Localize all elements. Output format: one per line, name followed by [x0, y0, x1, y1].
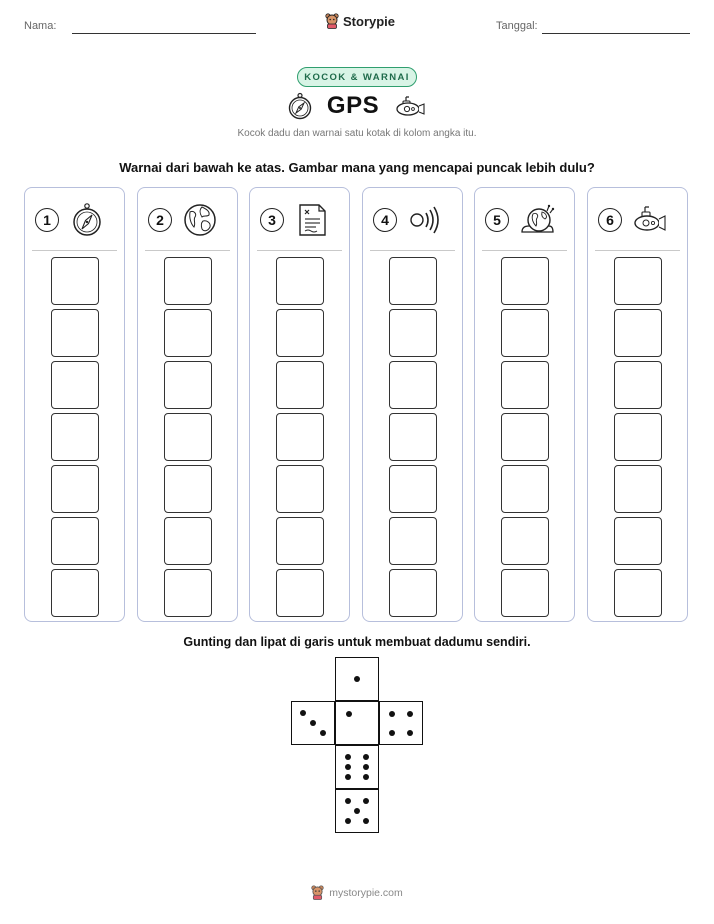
question: Warnai dari bawah ke atas. Gambar mana yang mencapai puncak lebih dulu?: [119, 160, 595, 175]
color-cell[interactable]: [276, 257, 324, 305]
snail-globe-icon: [519, 202, 555, 238]
color-cell[interactable]: [501, 517, 549, 565]
dice-pip: [345, 764, 351, 770]
color-cell[interactable]: [276, 517, 324, 565]
color-cell[interactable]: [389, 361, 437, 409]
color-cell[interactable]: [276, 413, 324, 461]
date-label: Tanggal:: [496, 20, 538, 32]
color-cell[interactable]: [614, 569, 662, 617]
footer: [0, 885, 714, 900]
dice-pip: [310, 720, 316, 726]
dice-pip: [363, 754, 369, 760]
color-cell[interactable]: [51, 309, 99, 357]
column-divider: [595, 250, 680, 251]
color-cell[interactable]: [164, 413, 212, 461]
color-cell[interactable]: [501, 465, 549, 513]
dice-pip: [363, 764, 369, 770]
color-cell[interactable]: [164, 569, 212, 617]
column-header: [148, 202, 231, 238]
column-header: [373, 202, 456, 238]
color-cell[interactable]: [614, 361, 662, 409]
color-cell[interactable]: [276, 465, 324, 513]
dice-pip: [345, 754, 351, 760]
color-cell[interactable]: [614, 309, 662, 357]
color-cell[interactable]: [51, 257, 99, 305]
submarine-icon: [632, 202, 668, 238]
bear-mascot-icon: [311, 885, 324, 900]
map-document-icon: [294, 202, 330, 238]
column-header: [598, 202, 681, 238]
dice-pip: [345, 798, 351, 804]
cell-stack: [389, 257, 437, 621]
dice-pip: [389, 711, 395, 717]
brand-logo: [325, 13, 395, 29]
dice-pip: [389, 730, 395, 736]
cell-stack: [614, 257, 662, 621]
color-cell[interactable]: [501, 361, 549, 409]
dice-pip: [320, 730, 326, 736]
dice-pip: [354, 808, 360, 814]
dice-face-3: [291, 701, 335, 745]
name-line: [72, 33, 256, 34]
compass-icon: [69, 202, 105, 238]
column-divider: [257, 250, 342, 251]
dice-face-5: [335, 789, 379, 833]
column-3: [249, 187, 350, 622]
column-header: [260, 202, 343, 238]
column-5: [474, 187, 575, 622]
dice-pip: [407, 730, 413, 736]
column-2: [137, 187, 238, 622]
color-cell[interactable]: [51, 569, 99, 617]
dice-pip: [345, 774, 351, 780]
color-cell[interactable]: [164, 517, 212, 565]
column-divider: [32, 250, 117, 251]
color-cell[interactable]: [389, 517, 437, 565]
color-cell[interactable]: [501, 257, 549, 305]
dice-face-6: [335, 745, 379, 789]
color-cell[interactable]: [51, 413, 99, 461]
color-cell[interactable]: [164, 257, 212, 305]
color-cell[interactable]: [51, 361, 99, 409]
column-number: 4: [373, 208, 397, 232]
bear-mascot-icon: [325, 13, 339, 29]
page-title: GPS: [326, 92, 380, 119]
column-header: [485, 202, 568, 238]
dice-pip: [346, 711, 352, 717]
dice-face-1: [335, 701, 379, 745]
color-cell[interactable]: [614, 413, 662, 461]
submarine-icon: [393, 94, 427, 118]
color-cell[interactable]: [276, 361, 324, 409]
color-cell[interactable]: [51, 517, 99, 565]
color-cell[interactable]: [164, 361, 212, 409]
dice-pip: [407, 711, 413, 717]
column-4: [362, 187, 463, 622]
dice-pip: [363, 818, 369, 824]
subtitle: Kocok dadu dan warnai satu kotak di kolom angka itu.: [237, 128, 477, 139]
dice-pip: [354, 676, 360, 682]
color-cell[interactable]: [164, 465, 212, 513]
globe-icon: [182, 202, 218, 238]
color-cell[interactable]: [276, 309, 324, 357]
color-cell[interactable]: [389, 465, 437, 513]
column-number: 6: [598, 208, 622, 232]
column-number: 2: [148, 208, 172, 232]
color-cell[interactable]: [389, 569, 437, 617]
cell-stack: [51, 257, 99, 621]
cell-stack: [501, 257, 549, 621]
cell-stack: [276, 257, 324, 621]
dice-pip: [363, 774, 369, 780]
color-cell[interactable]: [614, 465, 662, 513]
column-number: 3: [260, 208, 284, 232]
color-cell[interactable]: [389, 309, 437, 357]
color-cell[interactable]: [501, 569, 549, 617]
activity-badge: KOCOK & WARNAI: [297, 67, 417, 87]
dice-pip: [345, 818, 351, 824]
column-1: [24, 187, 125, 622]
column-header: [35, 202, 118, 238]
column-divider: [370, 250, 455, 251]
dice-face-1: [335, 657, 379, 701]
name-label: Nama:: [24, 20, 57, 32]
color-cell[interactable]: [389, 257, 437, 305]
compass-icon: [287, 92, 313, 120]
column-number: 1: [35, 208, 59, 232]
cut-instruction: Gunting dan lipat di garis untuk membuat dadumu sendiri.: [183, 635, 531, 649]
color-cell[interactable]: [501, 413, 549, 461]
cell-stack: [164, 257, 212, 621]
dice-face-4: [379, 701, 423, 745]
signal-waves-icon: [407, 202, 443, 238]
footer-url: mystorypie.com: [329, 886, 403, 899]
dice-pip: [363, 798, 369, 804]
column-divider: [145, 250, 230, 251]
dice-pip: [300, 710, 306, 716]
color-cell[interactable]: [164, 309, 212, 357]
color-cell[interactable]: [389, 413, 437, 461]
date-line: [542, 33, 690, 34]
color-cell[interactable]: [51, 465, 99, 513]
column-number: 5: [485, 208, 509, 232]
title-row: [0, 92, 714, 120]
color-cell[interactable]: [614, 517, 662, 565]
color-cell[interactable]: [614, 257, 662, 305]
column-divider: [482, 250, 567, 251]
column-6: [587, 187, 688, 622]
color-cell[interactable]: [501, 309, 549, 357]
brand-name: Storypie: [343, 13, 396, 29]
color-cell[interactable]: [276, 569, 324, 617]
